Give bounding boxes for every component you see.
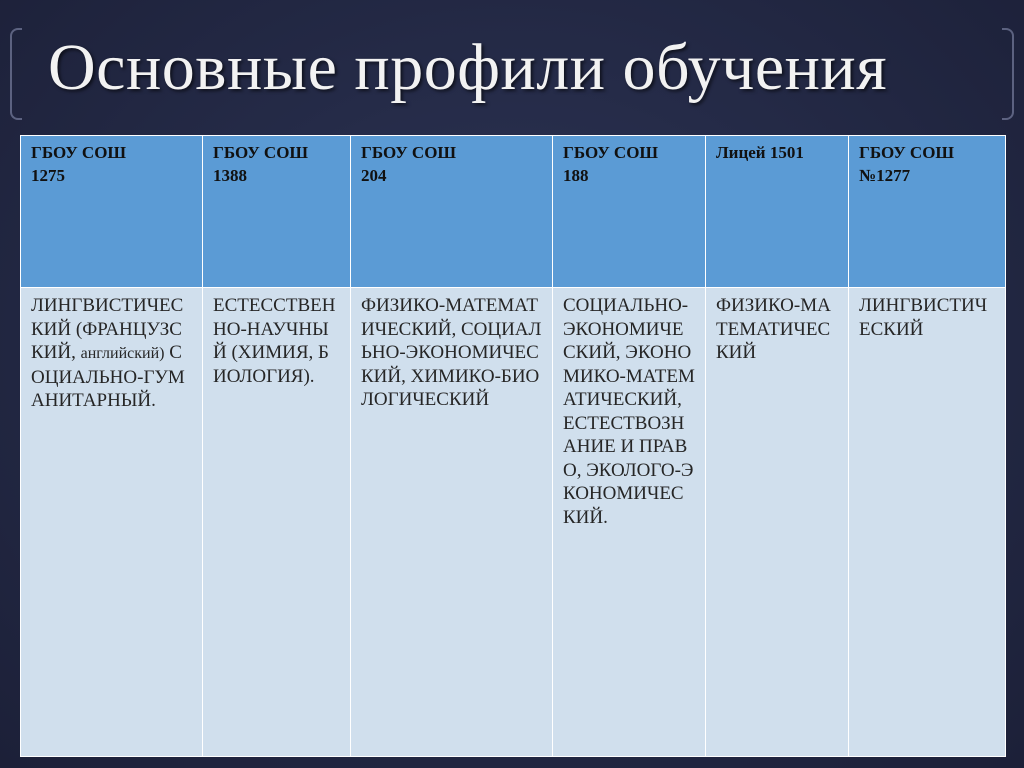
profile-cell-1277 <box>849 288 1006 757</box>
profile-cell-204 <box>351 288 553 757</box>
right-bracket-decoration <box>1002 28 1014 120</box>
profile-text: СОЦИАЛЬНО-ЭКОНОМИЧЕСКИЙ, ЭКОНОМИКО-МАТЕМАТИЧЕСКИЙ, ЕСТЕСТВОЗНАНИЕ И ПРАВО, ЭКОЛОГО-ЭКОНОМИЧЕСКИЙ. <box>563 295 695 528</box>
header-cell-204: ГБОУ СОШ 204 <box>351 136 553 288</box>
header-cell-1277: ГБОУ СОШ №1277 <box>849 136 1006 288</box>
profile-text: ФИЗИКО-МАТЕМАТИЧЕСКИЙ, СОЦИАЛЬНО-ЭКОНОМИЧЕСКИЙ, ХИМИКО-БИОЛОГИЧЕСКИЙ <box>361 295 542 410</box>
slide-title: Основные профили обучения <box>48 31 888 104</box>
profile-cell-1501 <box>706 288 849 757</box>
profile-cell-1275 <box>21 288 203 757</box>
header-cell-188: ГБОУ СОШ 188 <box>553 136 706 288</box>
profiles-table <box>20 135 1006 757</box>
profile-text: ЛИНГВИСТИЧЕСКИЙ (ФРАНЦУЗСКИЙ, <box>31 295 184 363</box>
profile-cell-1388 <box>203 288 351 757</box>
profile-cell-188 <box>553 288 706 757</box>
left-bracket-decoration <box>10 28 22 120</box>
profile-text-small: английский) <box>80 345 165 362</box>
header-cell-1388: ГБОУ СОШ 1388 <box>203 136 351 288</box>
header-cell-1501: Лицей 1501 <box>706 136 849 288</box>
table-header-row <box>21 136 1006 288</box>
profile-text: ФИЗИКО-МАТЕМАТИЧЕСКИЙ <box>716 295 831 363</box>
profile-text: СОЦИАЛЬНО-ГУМАНИТАРНЫЙ. <box>31 342 185 411</box>
table-row <box>21 288 1006 757</box>
profile-text: ЕСТЕССТВЕННО-НАУЧНЫЙ (ХИМИЯ, БИОЛОГИЯ). <box>213 295 336 387</box>
profile-text: ЛИНГВИСТИЧЕСКИЙ <box>859 295 988 340</box>
header-cell-1275: ГБОУ СОШ 1275 <box>21 136 203 288</box>
